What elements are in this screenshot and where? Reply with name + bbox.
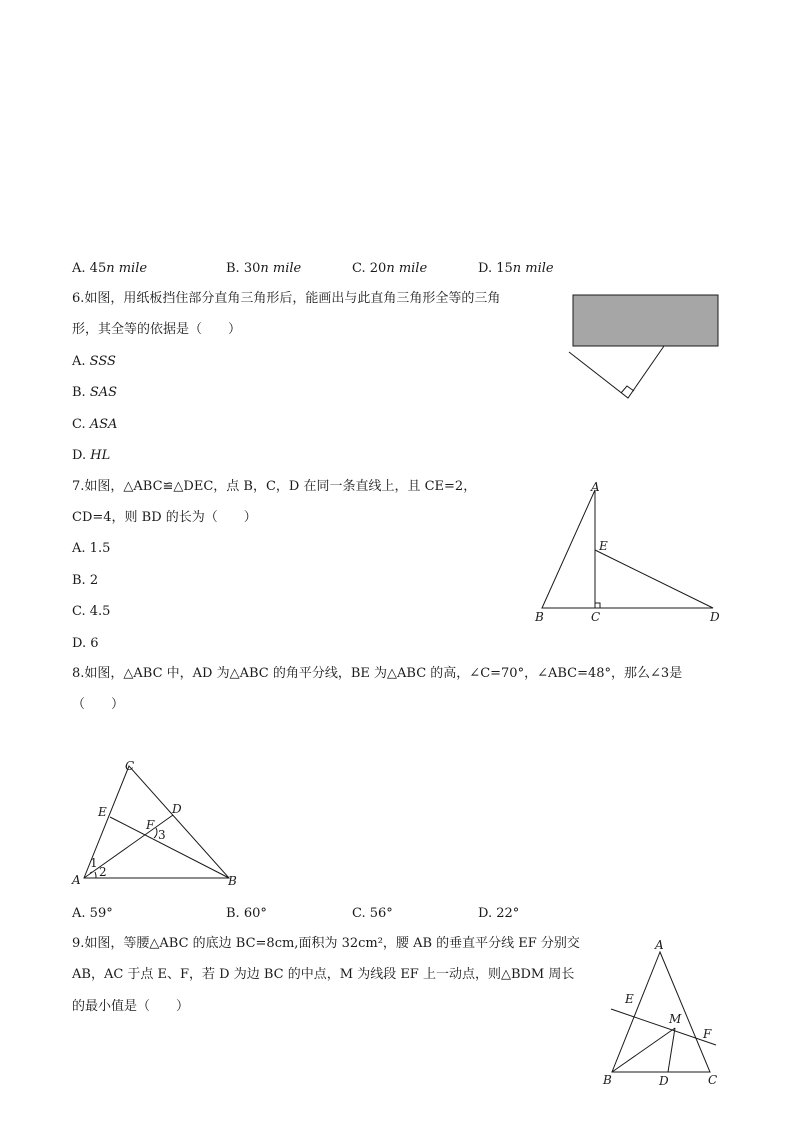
q6-stem-line2: 形，其全等的依据是（ ） xyxy=(72,322,242,337)
q6-option-a[interactable]: A. SSS xyxy=(72,354,116,369)
q8-triangle-abc xyxy=(84,766,229,878)
q9-label-b: B xyxy=(603,1073,612,1087)
q9-label-d: D xyxy=(659,1074,669,1088)
q8-option-b[interactable]: B. 60° xyxy=(226,906,267,921)
q8-option-a[interactable]: A. 59° xyxy=(72,906,113,921)
q9-stem-line3: 的最小值是（ ） xyxy=(72,999,190,1014)
q7-right-angle-mark xyxy=(595,603,600,608)
q7-option-a[interactable]: A. 1.5 xyxy=(72,541,111,556)
q7-stem-line2: CD=4，则 BD 的长为（ ） xyxy=(72,510,257,525)
q6-option-b[interactable]: B. SAS xyxy=(72,385,118,400)
q9-label-c: C xyxy=(708,1073,718,1087)
q7-option-d[interactable]: D. 6 xyxy=(72,636,99,651)
q5-option-b[interactable]: B. 30n mile xyxy=(226,261,302,276)
q9-stem-line2: AB，AC 于点 E、F，若 D 为边 BC 的中点，M 为线段 EF 上一动点，则△BDM 周长 xyxy=(72,967,575,982)
q8-stem-line2: （ ） xyxy=(72,697,125,712)
q8-option-c[interactable]: C. 56° xyxy=(352,906,393,921)
q8-label-3: 3 xyxy=(158,828,166,842)
q5-option-a[interactable]: A. 45n mile xyxy=(72,261,148,276)
q7-option-b[interactable]: B. 2 xyxy=(72,573,99,588)
q7-label-e: E xyxy=(599,539,608,553)
q7-triangle-dec xyxy=(595,550,713,608)
q8-label-c: C xyxy=(125,759,135,773)
q7-stem-line1: 7.如图，△ABC≌△DEC，点 B，C，D 在同一条直线上，且 CE=2， xyxy=(72,479,477,494)
q6-option-d[interactable]: D. HL xyxy=(72,448,111,463)
q9-label-m: M xyxy=(669,1012,682,1026)
q6-option-c[interactable]: C. ASA xyxy=(72,417,118,432)
q7-label-b: B xyxy=(535,610,544,624)
q9-label-f: F xyxy=(703,1027,712,1041)
q9-perp-bisector-ef xyxy=(611,1009,716,1045)
q7-label-c: C xyxy=(591,610,601,624)
q6-triangle-edges xyxy=(569,346,664,398)
q8-label-d: D xyxy=(172,802,182,816)
q5-option-d[interactable]: D. 15n mile xyxy=(478,261,554,276)
q7-figure xyxy=(530,478,730,628)
q9-figure xyxy=(598,936,728,1086)
q8-label-1: 1 xyxy=(90,856,98,870)
q8-angle-3-arc xyxy=(154,828,157,838)
q9-label-e: E xyxy=(625,992,634,1006)
q9-segment-bm xyxy=(612,1028,675,1072)
q6-figure xyxy=(566,292,726,402)
q7-triangle-abc xyxy=(542,490,595,608)
q9-segment-dm xyxy=(668,1028,675,1072)
q8-angle-2-arc xyxy=(95,872,96,878)
q8-label-e: E xyxy=(98,805,107,819)
q6-cover-board xyxy=(573,295,718,346)
q9-label-a: A xyxy=(655,938,664,952)
q8-label-f: F xyxy=(146,818,155,832)
q8-label-b: B xyxy=(228,874,237,888)
q7-label-a: A xyxy=(591,480,600,494)
q8-figure xyxy=(70,758,250,898)
q8-option-d[interactable]: D. 22° xyxy=(478,906,520,921)
q7-option-c[interactable]: C. 4.5 xyxy=(72,604,111,619)
q7-label-d: D xyxy=(710,610,720,624)
q8-stem-line1: 8.如图，△ABC 中，AD 为△ABC 的角平分线，BE 为△ABC 的高，∠C=70°，∠ABC=48°，那么∠3是 xyxy=(72,666,683,681)
q5-option-c[interactable]: C. 20n mile xyxy=(352,261,428,276)
q9-stem-line1: 9.如图，等腰△ABC 的底边 BC=8cm,面积为 32cm²，腰 AB 的垂直平分线 EF 分别交 xyxy=(72,936,580,951)
q9-triangle-abc xyxy=(612,952,710,1072)
q6-stem-line1: 6.如图，用纸板挡住部分直角三角形后，能画出与此直角三角形全等的三角 xyxy=(72,291,501,306)
q8-label-a: A xyxy=(72,873,81,887)
q8-label-2: 2 xyxy=(99,865,107,879)
